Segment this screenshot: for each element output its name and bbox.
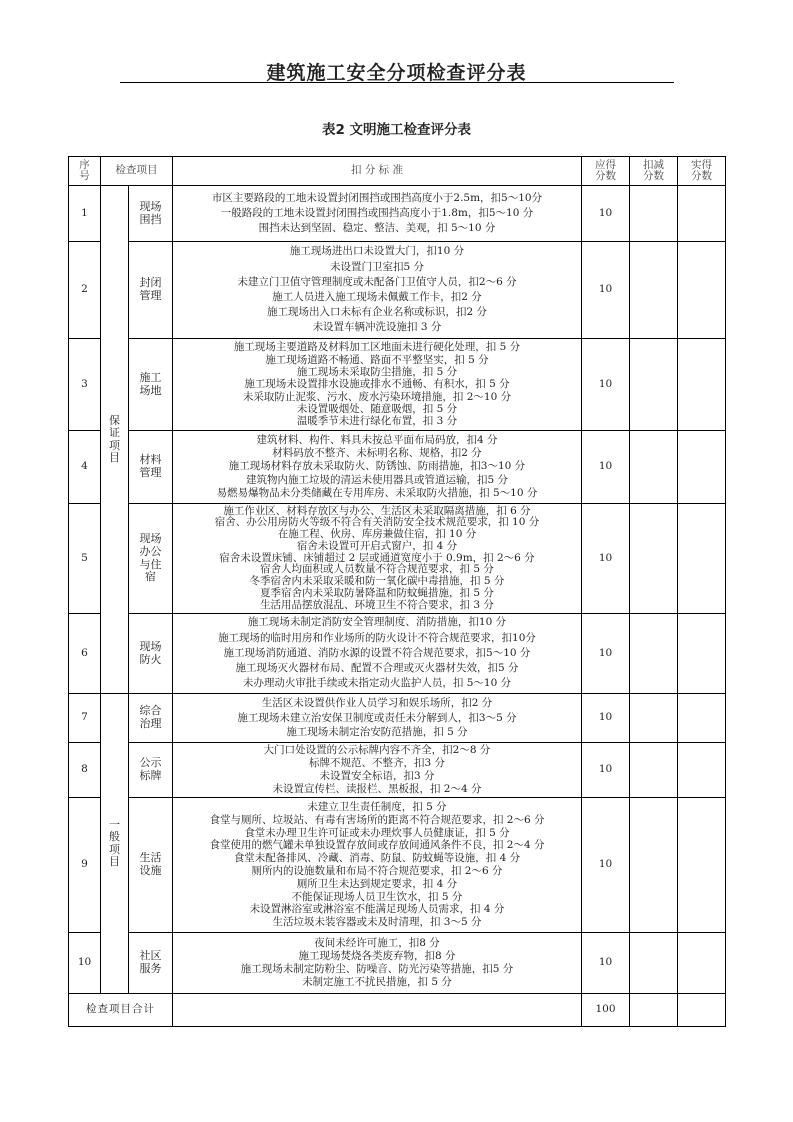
table-row [69,694,726,743]
table-row [69,504,726,614]
criteria-cell: 生活区未设置供作业人员学习和娱乐场所，扣2 分 施工现场未建立治安保卫制度或责任未分解到人，扣3～5 分 施工现场未制定治安防范措施，扣 5 分 [173,694,582,743]
deducted-score-input[interactable] [630,504,678,614]
row-no: 4 [69,431,101,504]
total-due-score: 100 [582,994,630,1027]
check-item: 综合治理 [129,694,173,743]
total-actual-score-input[interactable] [678,994,726,1027]
total-criteria [173,994,582,1027]
total-deducted-score-input[interactable] [630,994,678,1027]
table-row [69,186,726,242]
deducted-score-input[interactable] [630,798,678,933]
criteria-cell: 未建立卫生责任制度，扣 5 分 食堂与厕所、垃圾站、有毒有害场所的距离不符合规范要求，扣 2～6 分 食堂未办理卫生许可证或未办理炊事人员健康证，扣 5 分 食堂使用的燃气罐未单独设置存放间或存放间通风条件不良，扣 2～4 分 食堂未配备排风、冷藏、消毒、防鼠、防蚊蝇等设施，扣 4 分 厕所内的设施数量和布局不符合规范要求，扣 2～6 分 厕所卫生未达到规定要求，扣 4 分 不能保证现场人员卫生饮水，扣 5 分 未设置淋浴室或淋浴室不能满足现场人员需求，扣 4 分 生活垃圾未装容器或未及时清理，扣 3～5 分 [173,798,582,933]
deducted-score-input[interactable] [630,933,678,994]
check-item: 现场防火 [129,614,173,694]
actual-score-input[interactable] [678,743,726,798]
check-item: 材料管理 [129,431,173,504]
total-label: 检查项目合计 [69,994,173,1027]
criteria-cell: 建筑材料、构件、料具未按总平面布局码放，扣4 分 材料码放不整齐、未标明名称、规格，扣2 分 施工现场材料存放未采取防火、防锈蚀、防雨措施，扣3～10 分 建筑物内施工垃圾的清运未使用器具或管道运输，扣5 分 易燃易爆物品未分类储藏在专用库房、未采取防火措施，扣 5～10 分 [173,431,582,504]
title-underline [120,82,674,83]
due-score: 10 [582,743,630,798]
table-row [69,614,726,694]
criteria-cell: 夜间未经许可施工，扣8 分 施工现场焚烧各类废弃物，扣8 分 施工现场未制定防粉尘、防噪音、防光污染等措施，扣5 分 未制定施工不扰民措施，扣 5 分 [173,933,582,994]
table-row [69,798,726,933]
check-item: 现场办公与住宿 [129,504,173,614]
check-item: 施工场地 [129,339,173,431]
header-criteria: 扣 分 标 准 [173,157,582,186]
total-row [69,994,726,1027]
due-score: 10 [582,242,630,339]
table-row [69,743,726,798]
criteria-cell: 市区主要路段的工地未设置封闭围挡或围挡高度小于2.5m，扣5～10分 一般路段的工地未设置封闭围挡或围挡高度小于1.8m，扣5～10 分 围挡未达到坚固、稳定、整洁、美观，扣 5～10 分 [173,186,582,242]
due-score: 10 [582,186,630,242]
row-no: 6 [69,614,101,694]
actual-score-input[interactable] [678,339,726,431]
row-no: 2 [69,242,101,339]
deducted-score-input[interactable] [630,743,678,798]
actual-score-input[interactable] [678,614,726,694]
deducted-score-input[interactable] [630,242,678,339]
actual-score-input[interactable] [678,798,726,933]
header-no: 序号 [69,157,101,186]
row-no: 7 [69,694,101,743]
row-no: 8 [69,743,101,798]
actual-score-input[interactable] [678,186,726,242]
row-no: 3 [69,339,101,431]
due-score: 10 [582,339,630,431]
criteria-cell: 大门口处设置的公示标牌内容不齐全，扣2～8 分 标牌不规范、不整齐，扣3 分 未设置安全标语，扣3 分 未设置宣传栏、读报栏、黑板报，扣 2～4 分 [173,743,582,798]
table-row [69,431,726,504]
row-no: 5 [69,504,101,614]
document-title: 建筑施工安全分项检查评分表 [266,62,527,84]
category-general: 一般项目 [101,694,129,994]
criteria-cell: 施工现场未制定消防安全管理制度、消防措施，扣10 分 施工现场的临时用房和作业场所的防火设计不符合规范要求，扣10分 施工现场消防通道、消防水源的设置不符合规范要求，扣5～10 分 施工现场灭火器材布局、配置不合理或灭火器材失效，扣5 分 未办理动火审批手续或未指定动火监护人员，扣 5～10 分 [173,614,582,694]
criteria-cell: 施工现场主要道路及材料加工区地面未进行硬化处理，扣 5 分 施工现场道路不畅通、路面不平整坚实，扣 5 分 施工现场未采取防尘措施，扣 5 分 施工现场未设置排水设施或排水不通畅、有积水，扣 5 分 未采取防止泥浆、污水、废水污染环境措施，扣 2～10 分 未设置吸烟处、随意吸烟，扣 5 分 温暖季节未进行绿化布置，扣 3 分 [173,339,582,431]
header-due-score: 应得分数 [582,157,630,186]
table-row [69,339,726,431]
row-no: 9 [69,798,101,933]
deducted-score-input[interactable] [630,694,678,743]
row-no: 1 [69,186,101,242]
deducted-score-input[interactable] [630,186,678,242]
table-row [69,242,726,339]
due-score: 10 [582,431,630,504]
check-item: 现场围挡 [129,186,173,242]
actual-score-input[interactable] [678,933,726,994]
actual-score-input[interactable] [678,694,726,743]
deducted-score-input[interactable] [630,431,678,504]
criteria-cell: 施工作业区、材料存放区与办公、生活区未采取隔离措施，扣 6 分 宿舍、办公用房防火等级不符合有关消防安全技术规范要求，扣 10 分 在施工程、伙房、库房兼做住宿，扣 10 分 宿舍未设置可开启式窗户，扣 4 分 宿舍未设置床铺、床铺超过 2 层或通道宽度小于 0.9m，扣 2～6 分 宿舍人均面积或人员数量不符合规范要求，扣 5 分 冬季宿舍内未采取采暖和防一氧化碳中毒措施，扣 5 分 夏季宿舍内未采取防暑降温和防蚊蝇措施，扣 5 分 生活用品摆放混乱、环境卫生不符合要求，扣 3 分 [173,504,582,614]
check-item: 公示标牌 [129,743,173,798]
deducted-score-input[interactable] [630,339,678,431]
due-score: 10 [582,614,630,694]
due-score: 10 [582,933,630,994]
check-item: 生活设施 [129,798,173,933]
check-item: 封闭管理 [129,242,173,339]
check-item: 社区服务 [129,933,173,994]
due-score: 10 [582,694,630,743]
header-actual-score: 实得分数 [678,157,726,186]
criteria-cell: 施工现场进出口未设置大门，扣10 分 未设置门卫室扣5 分 未建立门卫值守管理制度或未配备门卫值守人员，扣2～6 分 施工人员进入施工现场未佩戴工作卡，扣2 分 施工现场出入口未标有企业名称或标识，扣2 分 未设置车辆冲洗设施扣 3 分 [173,242,582,339]
header-check-item: 检查项目 [101,157,173,186]
table-subtitle: 表2 文明施工检查评分表 [321,122,472,138]
row-no: 10 [69,933,101,994]
deducted-score-input[interactable] [630,614,678,694]
table-row [69,933,726,994]
due-score: 10 [582,504,630,614]
civilized-construction-score-table [68,156,726,1027]
actual-score-input[interactable] [678,242,726,339]
table-header-row [69,157,726,186]
header-deducted-score: 扣减分数 [630,157,678,186]
actual-score-input[interactable] [678,431,726,504]
due-score: 10 [582,798,630,933]
category-guarantee: 保证项目 [101,186,129,694]
actual-score-input[interactable] [678,504,726,614]
